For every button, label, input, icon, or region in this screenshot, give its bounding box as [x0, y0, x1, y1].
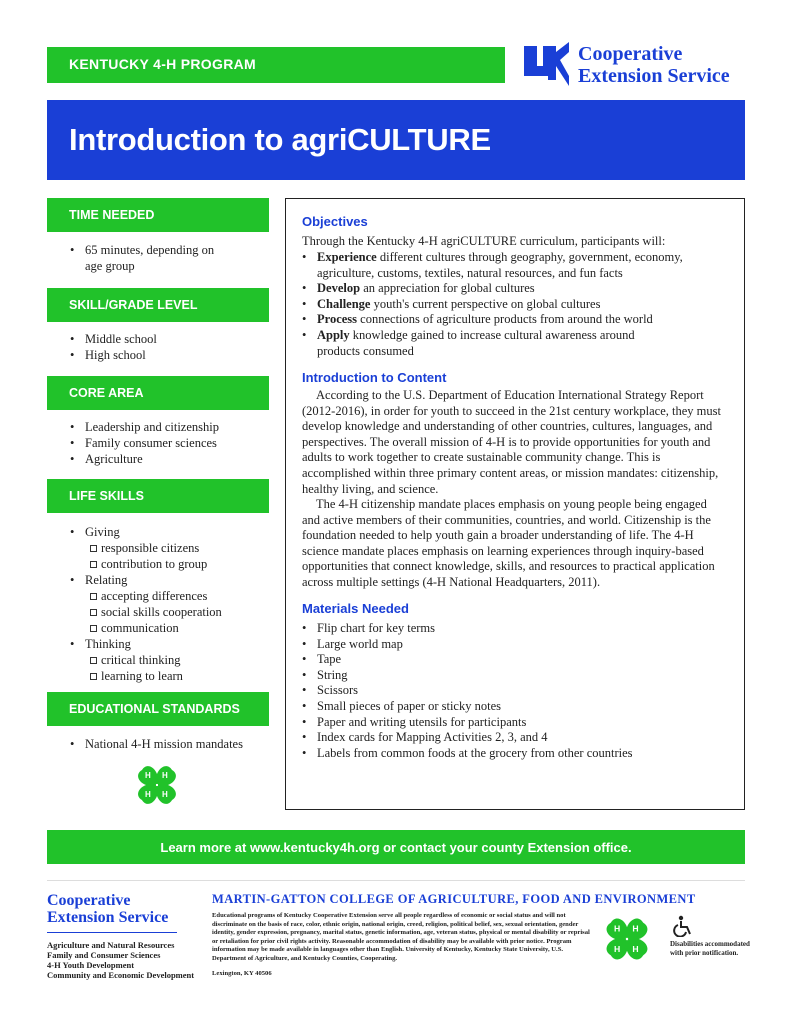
- materials-list: [302, 621, 728, 761]
- objective-item: [302, 281, 728, 297]
- standards-list: [70, 736, 270, 752]
- intro-paragraph-2: The 4-H citizenship mandate places emphasis on young people being engaged and active members of their communities, countries, and world. Citizenship is the foundation needed to help youth gain a broader understanding of life. The 4-H science mandate places emphasis on learning experiences through inquiry-based opportunities that connect knowledge, skills, and resources to practical application across multiple settings (4-H National Headquarters, 2011).: [302, 497, 715, 589]
- objective-text: different cultures through geography, government, economy,: [376, 250, 683, 264]
- list-item: • Relating: [70, 572, 270, 588]
- intro-content-heading: Introduction to Content: [302, 370, 447, 385]
- life-skills-heading: [47, 479, 269, 513]
- material-item: • Index cards for Mapping Activities 2, 3, and 4: [302, 730, 728, 746]
- material-item: • Scissors: [302, 683, 728, 699]
- accessibility-note: Disabilities accommodated with prior notification.: [670, 940, 750, 957]
- svg-text:H: H: [614, 923, 621, 934]
- objective-verb: Develop: [317, 281, 361, 296]
- life-skills-heading-label: LIFE SKILLS: [69, 489, 144, 503]
- footer-divider: [47, 880, 745, 881]
- objectives-intro: Through the Kentucky 4-H agriCULTURE curriculum, participants will:: [302, 234, 666, 248]
- 4-h-clover-icon: [600, 912, 654, 966]
- learn-more-banner[interactable]: [47, 830, 745, 864]
- list-item: • Middle school: [70, 331, 270, 347]
- time-needed-list: [70, 242, 270, 274]
- core-area-heading: [47, 376, 269, 410]
- sub-item: social skills cooperation: [70, 604, 270, 620]
- skill-grade-list: [70, 331, 270, 363]
- college-name: MARTIN-GATTON COLLEGE OF AGRICULTURE, FOOD AND ENVIRONMENT: [212, 892, 696, 906]
- svg-text:H: H: [162, 790, 168, 799]
- objectives-heading: Objectives: [302, 214, 368, 229]
- material-item: • Tape: [302, 652, 728, 668]
- footer-program: 4-H Youth Development: [47, 960, 135, 970]
- objective-item-continued: products consumed: [317, 343, 414, 358]
- sub-item: communication: [70, 620, 270, 636]
- svg-text:H: H: [145, 790, 151, 799]
- sub-item: responsible citizens: [70, 540, 270, 556]
- list-item: • Leadership and citizenship: [70, 419, 270, 435]
- material-item: • String: [302, 668, 728, 684]
- life-skills-list: [70, 524, 270, 684]
- list-item: • Thinking: [70, 636, 270, 652]
- objective-verb: Experience: [317, 250, 377, 264]
- material-item: • Large world map: [302, 637, 728, 653]
- material-item: • Paper and writing utensils for participants: [302, 715, 728, 731]
- objective-verb: Apply: [317, 327, 350, 342]
- materials-heading: Materials Needed: [302, 601, 409, 616]
- logo-line-2: Extension Service: [578, 65, 730, 87]
- nondiscrimination-text: Educational programs of Kentucky Cooperative Extension serve all people regardless of economic or social status and will not discriminate on the basis of race, color, ethnic origin, national origin, creed, religion, political belief, sex, sexual orientation, gender identity, gender expression, pregnancy, marital status, genetic information, age, veteran status, physical or mental disability or reprisal or retaliation for prior civil rights activity. Reasonable accommodation of disability may be available with prior notice. Program information may be made available in languages other than English. University of Kentucky, Kentucky State University, U.S. Department of Agriculture, and Kentucky Counties, Cooperating.: [212, 912, 590, 962]
- objective-verb: Process: [317, 312, 358, 327]
- footer-program: Agriculture and Natural Resources: [47, 940, 175, 950]
- 4-h-clover-icon: [132, 760, 182, 810]
- footer-logo-rule: [47, 932, 177, 933]
- educational-standards-heading-label: EDUCATIONAL STANDARDS: [69, 702, 240, 716]
- footer-program: Family and Consumer Sciences: [47, 950, 161, 960]
- wheelchair-accessibility-icon: [672, 915, 694, 937]
- skill-grade-heading-label: SKILL/GRADE LEVEL: [69, 298, 198, 312]
- logo-line-1: Cooperative: [578, 43, 683, 65]
- program-label: KENTUCKY 4-H PROGRAM: [69, 56, 256, 72]
- list-item: • Agriculture: [70, 451, 270, 467]
- sub-item: learning to learn: [70, 668, 270, 684]
- objective-item: [302, 312, 728, 328]
- objective-text: an appreciation for global cultures: [360, 281, 535, 296]
- objective-item: [302, 328, 728, 344]
- sub-item: contribution to group: [70, 556, 270, 572]
- objective-text: connections of agriculture products from around the world: [357, 312, 653, 327]
- objective-text: youth's current perspective on global cultures: [370, 296, 601, 311]
- list-item-continued: [70, 258, 270, 274]
- list-item: • High school: [70, 347, 270, 363]
- extension-logo[interactable]: [522, 40, 752, 90]
- objective-item-continued: agriculture, customs, textiles, natural resources, and fun facts: [317, 265, 623, 280]
- objective-item: [302, 297, 728, 313]
- program-banner: [47, 47, 505, 83]
- list-item: • National 4-H mission mandates: [70, 736, 270, 752]
- material-item: • Labels from common foods at the grocery from other countries: [302, 746, 728, 762]
- core-area-list: [70, 419, 270, 467]
- footer-program: Community and Economic Development: [47, 970, 195, 980]
- list-item: • 65 minutes, depending on: [70, 242, 270, 258]
- material-item: • Flip chart for key terms: [302, 621, 728, 637]
- uk-logo-icon: [522, 42, 570, 86]
- sub-item: critical thinking: [70, 652, 270, 668]
- footer-logo-line-1: Cooperative: [47, 892, 131, 909]
- list-item: • Giving: [70, 524, 270, 540]
- objective-text: knowledge gained to increase cultural awareness around: [349, 327, 635, 342]
- intro-paragraph-1: According to the U.S. Department of Education International Strategy Report (2012-2016), in order for youth to succeed in the 21st century workplace, they must develop knowledge and understanding of other countries, cultures, languages, and perspectives. The overall mission of 4-H is to provide opportunities for youth and adults to work together to create sustainable community change. This is accomplished within three primary content areas, or mission mandates: citizenship, healthy living, and science.: [302, 388, 721, 496]
- material-item: • Small pieces of paper or sticky notes: [302, 699, 728, 715]
- fine-print: [212, 912, 592, 978]
- educational-standards-heading: [47, 692, 269, 726]
- time-needed-heading: [47, 198, 269, 232]
- svg-text:H: H: [162, 771, 168, 780]
- objective-item: [302, 250, 728, 266]
- list-item-text: age group: [85, 259, 135, 273]
- page-title: Introduction to agriCULTURE: [69, 122, 491, 157]
- list-item: • Family consumer sciences: [70, 435, 270, 451]
- objectives-list: [302, 250, 728, 359]
- time-needed-heading-label: TIME NEEDED: [69, 208, 155, 222]
- svg-text:H: H: [614, 943, 621, 954]
- objective-verb: Challenge: [317, 296, 371, 311]
- location-text: Lexington, KY 40506: [212, 969, 272, 977]
- svg-text:H: H: [632, 923, 639, 934]
- skill-grade-heading: [47, 288, 269, 322]
- core-area-heading-label: CORE AREA: [69, 386, 144, 400]
- svg-text:H: H: [145, 771, 151, 780]
- learn-more-link[interactable]: Learn more at www.kentucky4h.org or contact your county Extension office.: [160, 840, 632, 855]
- sub-item: accepting differences: [70, 588, 270, 604]
- footer-logo-line-2: Extension Service: [47, 909, 169, 926]
- svg-text:H: H: [632, 943, 639, 954]
- title-banner: [47, 100, 745, 180]
